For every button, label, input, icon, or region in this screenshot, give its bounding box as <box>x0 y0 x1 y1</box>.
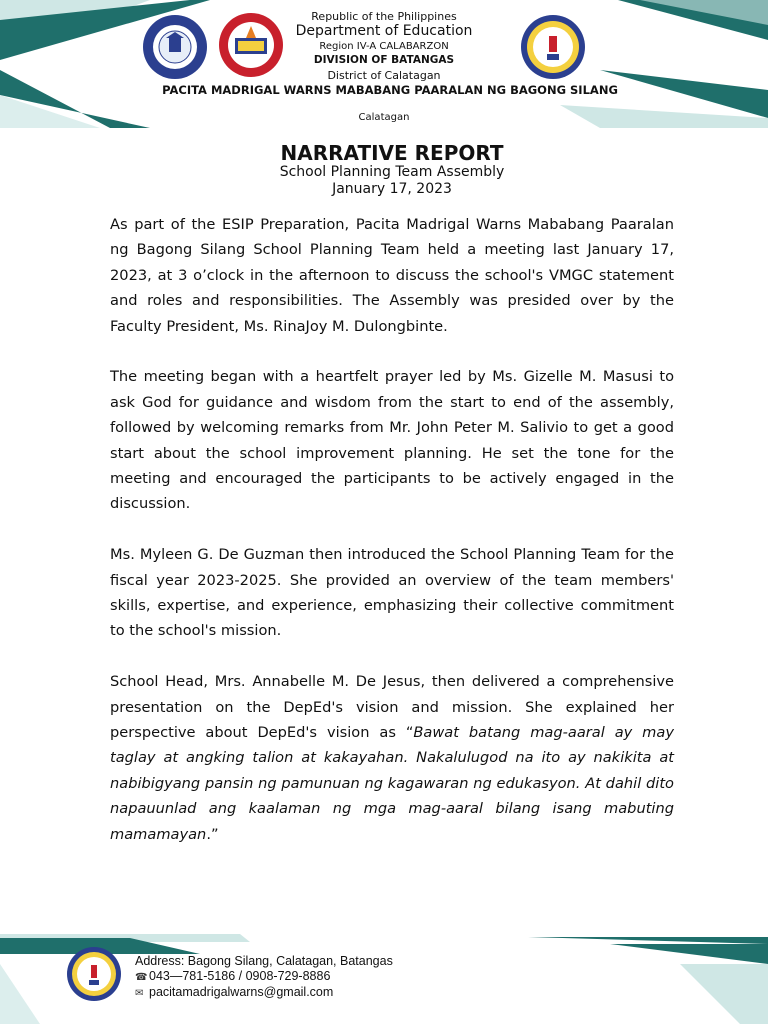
email-icon: ✉ <box>135 988 144 999</box>
report-date: January 17, 2023 <box>332 181 452 197</box>
paragraph-4 <box>110 669 674 847</box>
paragraph-3: Ms. Myleen G. De Guzman then introduced the School Planning Team for the fiscal year 2023-2025. She provided an overview of the team members' skills, expertise, and experience, emphasizing their collective commitment to the school's mission. <box>110 546 674 640</box>
paragraph-1: As part of the ESIP Preparation, Pacita Madrigal Warns Mababang Paaralan ng Bagong Silang School Planning Team held a meeting last January 17, 2023, at 3 o’clock in the afternoon to discuss the school's VMGC statement and roles and responsibilities. The Assembly was presided over by the Faculty President, Ms. RinaJoy M. Dulongbinte. <box>110 216 674 335</box>
school-name: PACITA MADRIGAL WARNS MABABANG PAARALAN NG BAGONG SILANG <box>162 83 618 97</box>
paragraph-4-close: .” <box>206 825 219 843</box>
republic-line: Republic of the Philippines <box>311 10 457 23</box>
division-line: DIVISION OF BATANGAS <box>313 54 455 66</box>
phone-number: 043—781-5186 / 0908-729-8886 <box>149 968 331 983</box>
district-line: District of Calatagan <box>327 69 441 82</box>
email-address: pacitamadrigalwarns@gmail.com <box>149 985 334 999</box>
email-line <box>135 985 393 1002</box>
footer-school-seal-icon <box>66 946 122 1002</box>
region-line: Region IV-A CALABARZON <box>319 41 449 52</box>
phone-icon: ☎ <box>135 971 148 983</box>
phone-line <box>135 969 393 986</box>
department-line: Department of Education <box>295 23 473 39</box>
report-body <box>110 212 674 873</box>
town-line: Calatagan <box>358 112 410 123</box>
deped-vision-quote: Bawat batang mag-aaral ay may taglay at angking talion at kakayahan. Nakalulugod na ito ay nakikita at nabibigyang pansin ng pamunuan ng kagawaran ng edukasyon. At dahil dito napauunlad ang kaalaman ng mga mag-aaral bilang isang mabuting mamamayan <box>110 724 674 843</box>
report-subtitle: School Planning Team Assembly <box>279 164 505 180</box>
report-title: NARRATIVE REPORT <box>280 141 504 165</box>
address-line: Address: Bagong Silang, Calatagan, Batangas <box>135 954 393 968</box>
paragraph-2: The meeting began with a heartfelt prayer led by Ms. Gizelle M. Masusi to ask God for guidance and wisdom from the start to end of the assembly, followed by welcoming remarks from Mr. John Peter M. Salivio to get a good start about the school improvement planning. He set the tone for the meeting and encouraged the participants to be actively engaged in the discussion. <box>110 368 674 513</box>
letter-footer <box>0 934 768 1024</box>
paragraph-4-intro: School Head, Mrs. Annabelle M. De Jesus, then delivered a comprehensive presentation on the DepEd's vision and mission. She explained her perspective about DepEd's vision as “ <box>110 673 674 742</box>
contact-info <box>135 954 393 1002</box>
letterhead <box>0 0 768 128</box>
